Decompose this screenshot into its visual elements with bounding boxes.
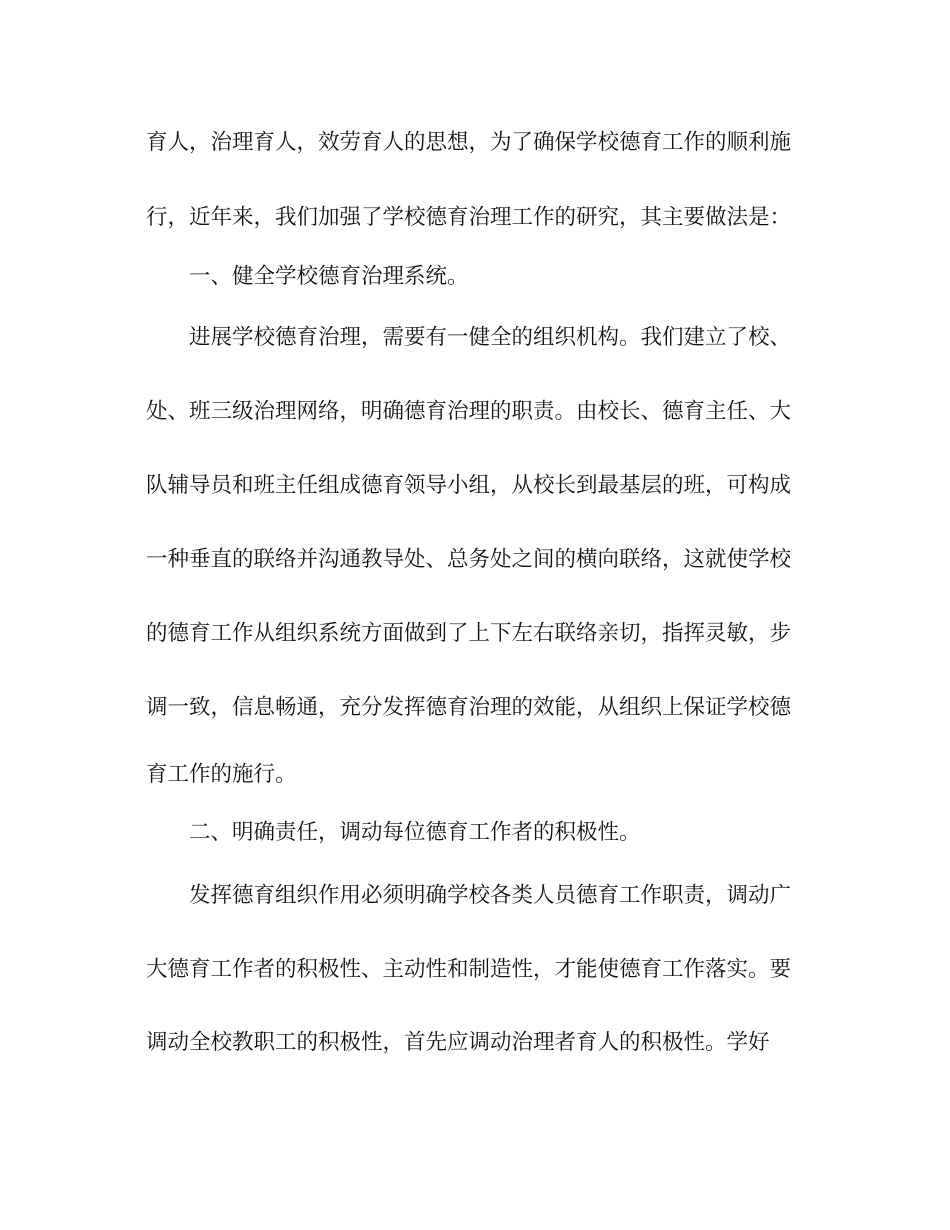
text-line-14: 调动全校教职工的积极性，首先应调动治理者育人的积极性。学好 [146,1030,770,1055]
text-line-5: 处、班三级治理网络，明确德育治理的职责。由校长、德育主任、大 [146,399,792,424]
text-line-4: 进展学校德育治理，需要有一健全的组织机构。我们建立了校、 [189,325,792,350]
text-line-9: 调一致，信息畅通，充分发挥德育治理的效能，从组织上保证学校德 [146,695,792,720]
section-heading-1: 一、健全学校德育治理系统。 [189,264,469,289]
text-line-1: 育人，治理育人，效劳育人的思想，为了确保学校德育工作的顺利施 [146,130,792,155]
text-line-12: 发挥德育组织作用必须明确学校各类人员德育工作职责，调动广 [189,883,792,908]
section-heading-2: 二、明确责任，调动每位德育工作者的积极性。 [189,820,641,845]
text-line-8: 的德育工作从组织系统方面做到了上下左右联络亲切，指挥灵敏，步 [146,621,792,646]
text-line-13: 大德育工作者的积极性、主动性和制造性，才能使德育工作落实。要 [146,957,792,982]
text-line-6: 队辅导员和班主任组成德育领导小组，从校长到最基层的班，可构成 [146,473,792,498]
text-line-10: 育工作的施行。 [146,762,297,787]
text-line-7: 一种垂直的联络并沟通教导处、总务处之间的横向联络，这就使学校 [146,547,792,572]
text-line-2: 行，近年来，我们加强了学校德育治理工作的研究，其主要做法是： [146,205,792,230]
